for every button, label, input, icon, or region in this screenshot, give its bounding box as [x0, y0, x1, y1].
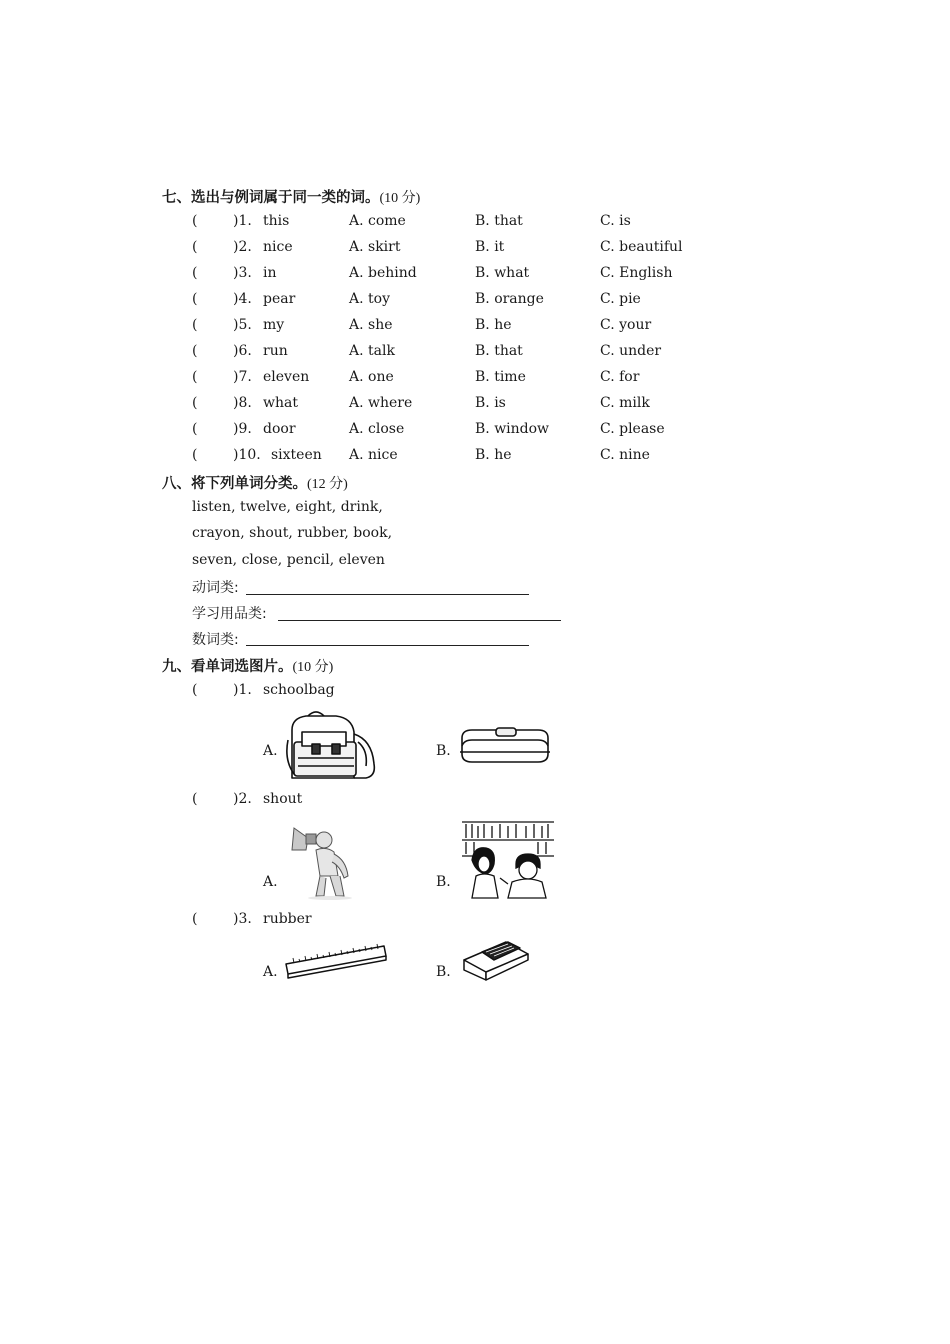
pencil-box-icon[interactable]	[456, 724, 554, 768]
word-bank-line-2: crayon, shout, rubber, book,	[192, 525, 393, 541]
picture-question-2	[0, 791, 950, 811]
answer-paren[interactable]: (	[192, 421, 198, 437]
category-school-supplies-label: 学习用品类:	[192, 606, 267, 622]
option-b: B. he	[475, 447, 512, 463]
option-b: B. what	[475, 265, 530, 281]
schoolbag-icon[interactable]	[282, 708, 382, 784]
question-number: )7.	[233, 369, 252, 385]
question-row-4	[0, 291, 950, 311]
question-row-10	[0, 447, 950, 467]
eraser-icon[interactable]	[460, 938, 532, 980]
question-number: )8.	[233, 395, 252, 411]
question-row-5	[0, 317, 950, 337]
question-number: )1.	[233, 682, 252, 698]
option-b: B. it	[475, 239, 505, 255]
two-people-talking-icon[interactable]	[460, 820, 556, 900]
question-row-6	[0, 343, 950, 363]
example-word: what	[263, 395, 298, 411]
option-b-label: B.	[436, 743, 451, 759]
option-a-label: A.	[263, 964, 278, 980]
question-word: shout	[263, 791, 303, 807]
category-numbers-label: 数词类:	[192, 632, 239, 648]
option-b-label: B.	[436, 874, 451, 890]
answer-paren[interactable]: (	[192, 447, 198, 463]
section-8-title	[162, 472, 348, 493]
megaphone-figure-icon[interactable]	[290, 822, 362, 900]
option-b: B. is	[475, 395, 506, 411]
question-number: )3.	[233, 911, 252, 927]
answer-paren[interactable]: (	[192, 911, 198, 927]
section-9-title	[162, 655, 333, 676]
option-c: C. is	[600, 213, 631, 229]
question-number: )6.	[233, 343, 252, 359]
category-numbers-answer-line[interactable]	[246, 645, 529, 646]
option-c: C. please	[600, 421, 665, 437]
option-b: B. that	[475, 343, 523, 359]
option-a: A. one	[349, 369, 394, 385]
question-row-1	[0, 213, 950, 233]
example-word: my	[263, 317, 285, 333]
option-b: B. that	[475, 213, 523, 229]
option-b: B. he	[475, 317, 512, 333]
option-a-label: A.	[263, 874, 278, 890]
category-school-supplies-answer-line[interactable]	[278, 620, 561, 621]
option-c: C. milk	[600, 395, 650, 411]
example-word: this	[263, 213, 290, 229]
option-b: B. time	[475, 369, 526, 385]
question-word: rubber	[263, 911, 312, 927]
example-word: in	[263, 265, 277, 281]
option-a: A. toy	[349, 291, 390, 307]
option-c: C. English	[600, 265, 673, 281]
answer-paren[interactable]: (	[192, 369, 198, 385]
option-b: B. window	[475, 421, 550, 437]
answer-paren[interactable]: (	[192, 682, 198, 698]
option-a-label: A.	[263, 743, 278, 759]
answer-paren[interactable]: (	[192, 213, 198, 229]
answer-paren[interactable]: (	[192, 317, 198, 333]
answer-paren[interactable]: (	[192, 265, 198, 281]
example-word: door	[263, 421, 296, 437]
question-number: )9.	[233, 421, 252, 437]
option-c: C. for	[600, 369, 640, 385]
question-row-3	[0, 265, 950, 285]
answer-paren[interactable]: (	[192, 395, 198, 411]
option-a: A. nice	[349, 447, 398, 463]
section-7-heading: 七、选出与例词属于同一类的词。	[162, 190, 380, 206]
example-word: nice	[263, 239, 293, 255]
question-number: )2.	[233, 791, 252, 807]
option-c: C. your	[600, 317, 652, 333]
option-a: A. where	[349, 395, 413, 411]
question-row-9	[0, 421, 950, 441]
section-7-points: (10 分)	[379, 191, 421, 206]
option-a: A. she	[349, 317, 393, 333]
question-number: )2.	[233, 239, 252, 255]
section-8-points: (12 分)	[307, 477, 348, 492]
question-number: )5.	[233, 317, 252, 333]
question-row-8	[0, 395, 950, 415]
option-a: A. come	[349, 213, 406, 229]
question-number: )3.	[233, 265, 252, 281]
category-verbs-label: 动词类:	[192, 580, 239, 596]
picture-question-3	[0, 911, 950, 931]
option-a: A. behind	[349, 265, 417, 281]
ruler-icon[interactable]	[284, 942, 388, 980]
option-c: C. pie	[600, 291, 641, 307]
answer-paren[interactable]: (	[192, 791, 198, 807]
example-word: sixteen	[271, 447, 322, 463]
category-verbs-answer-line[interactable]	[246, 594, 529, 595]
question-row-2	[0, 239, 950, 259]
option-b: B. orange	[475, 291, 544, 307]
option-c: C. nine	[600, 447, 650, 463]
answer-paren[interactable]: (	[192, 291, 198, 307]
word-bank-line-3: seven, close, pencil, eleven	[192, 552, 385, 568]
example-word: run	[263, 343, 288, 359]
option-a: A. close	[349, 421, 405, 437]
question-number: )4.	[233, 291, 252, 307]
section-9-heading: 九、看单词选图片。	[162, 659, 293, 675]
option-c: C. under	[600, 343, 662, 359]
example-word: pear	[263, 291, 296, 307]
question-number: )10.	[233, 447, 261, 463]
section-9-points: (10 分)	[292, 660, 334, 675]
question-number: )1.	[233, 213, 252, 229]
word-bank-line-1: listen, twelve, eight, drink,	[192, 499, 383, 515]
question-word: schoolbag	[263, 682, 335, 698]
answer-paren[interactable]: (	[192, 343, 198, 359]
option-c: C. beautiful	[600, 239, 683, 255]
option-b-label: B.	[436, 964, 451, 980]
question-row-7	[0, 369, 950, 389]
answer-paren[interactable]: (	[192, 239, 198, 255]
option-a: A. talk	[349, 343, 395, 359]
section-7-title	[162, 186, 420, 207]
example-word: eleven	[263, 369, 310, 385]
picture-question-1	[0, 682, 950, 702]
section-8-heading: 八、将下列单词分类。	[162, 476, 307, 492]
option-a: A. skirt	[349, 239, 401, 255]
